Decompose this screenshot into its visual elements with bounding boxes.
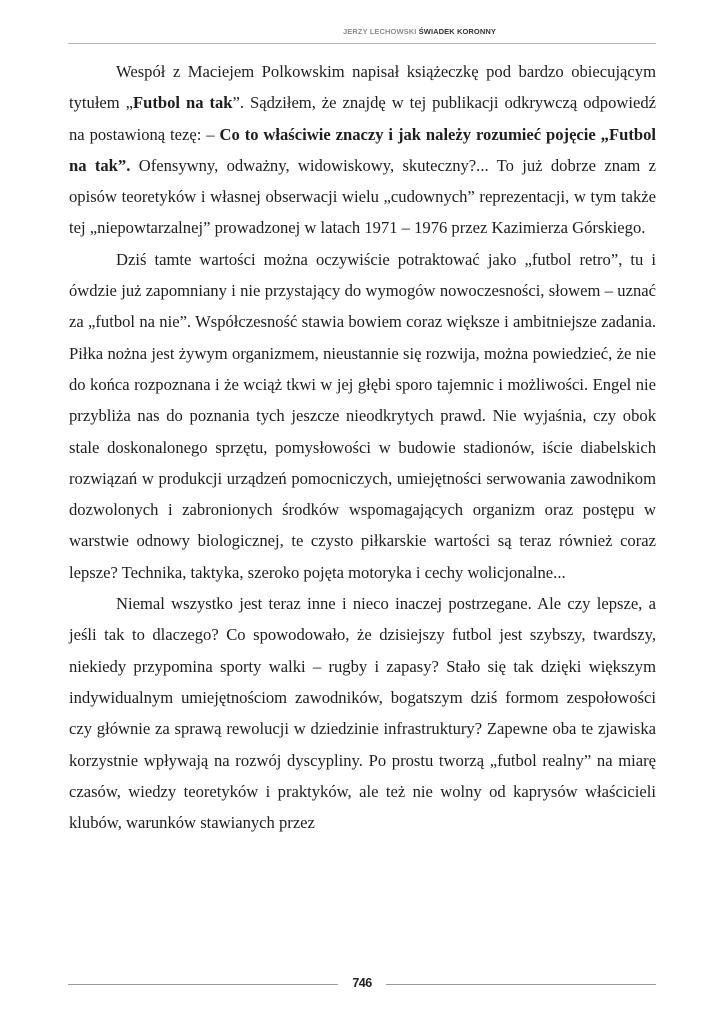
footer-rule-right	[386, 984, 656, 985]
bold-book-title: Futbol na tak	[133, 93, 233, 113]
paragraph-1	[69, 56, 656, 244]
header-text	[343, 27, 496, 36]
page-footer	[68, 976, 656, 992]
paragraph-3: Niemal wszystko jest teraz inne i nieco inaczej postrzegane. Ale czy lepsze, a jeśli tak to dlaczego? Co spowodowało, że dzisiejszy futbol jest szybszy, twardszy, niekiedy przypomina sporty walki – rugby i zapasy? Stało się tak dzięki większym indywidualnym umiejętnościom zawodników, bogatszym dziś formom zespołowości czy głównie za sprawą rewolucji w dziedzinie infrastruktury? Zapewne oba te zjawiska korzystnie wpływają na rozwój dyscypliny. Po prostu tworzą „futbol realny” na miarę czasów, wiedzy teoretyków i praktyków, ale też nie wolny od kaprysów właścicieli klubów, warunków stawianych przez	[69, 594, 656, 833]
paragraph-1-text-b: ”. Sądziłem, że znajdę w tej publikacji odkrywczą odpowiedź na postawioną tezę: –	[69, 93, 657, 144]
bold-question: Co to właściwie znaczy i jak należy rozumieć pojęcie „Futbol na tak”.	[69, 124, 656, 175]
page-number: 746	[352, 976, 372, 990]
header-book-title: ŚWIADEK KORONNY	[418, 27, 496, 36]
paragraph-2: Dziś tamte wartości można oczywiście potraktować jako „futbol retro”, tu i ówdzie już zapomniany i nie przystający do wymogów nowoczesności, słowem – uznać za „futbol na nie”. Współczesność stawia bowiem coraz większe i ambitniejsze zadania. Piłka nożna jest żywym organizmem, nieustannie się rozwija, można powiedzieć, że nie do końca rozpoznana i że wciąż tkwi w jej głębi sporo tajemnic i możliwości. Engel nie przybliża nas do poznania tych jeszcze nieodkrytych prawd. Nie wyjaśnia, czy obok stale doskonalonego sprzętu, pomysłowości w budowie stadionów, iście diabelskich rozwiązań w produkcji urządzeń pomocniczych, umiejętności serwowania zawodnikom dozwolonych i zabronionych środków wspomagających organizm oraz postępu w warstwie odnowy biologicznej, te czysto piłkarskie wartości są teraz również coraz lepsze? Technika, taktyka, szeroko pojęta motoryka i cechy wolicjonalne...	[69, 249, 656, 582]
footer-rule-left	[68, 984, 338, 985]
paragraph-1-text-c: Ofensywny, odważny, widowiskowy, skuteczny?... To już dobrze znam z opisów teoretyków i własnej obserwacji wielu „cudownych” reprezentacji, w tym także tej „niepowtarzalnej” prowadzonej w latach 1971 – 1976 przez Kazimierza Górskiego.	[69, 155, 657, 238]
running-header	[68, 17, 656, 44]
paragraph-1-text-a: Wespół z Maciejem Polkowskim napisał książeczkę pod bardzo obiecującym tytułem „	[69, 62, 656, 113]
body-text	[69, 56, 656, 838]
header-author: JERZY LECHOWSKI	[343, 27, 417, 36]
